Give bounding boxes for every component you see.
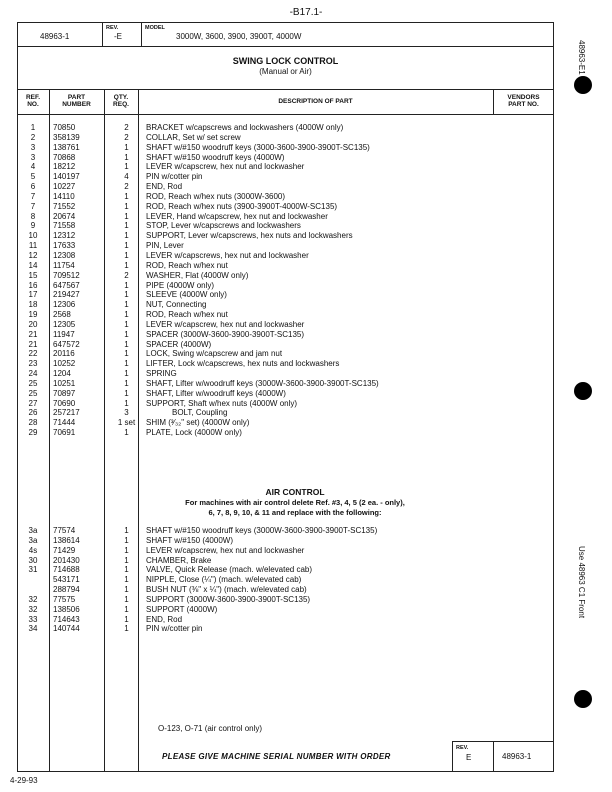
ref-cell: 24 (28, 369, 38, 379)
table-row (17, 153, 554, 163)
qty-cell: 1 (124, 280, 129, 290)
table-row (17, 310, 554, 320)
part-number-cell: 70850 (53, 123, 76, 132)
parts-list (17, 123, 554, 438)
part-number-cell: 714643 (53, 614, 80, 624)
ref-cell: 3 (30, 152, 36, 162)
ref-cell: 1 (30, 123, 36, 132)
ref-cell: 10 (28, 231, 38, 241)
qty-cell: 2 (124, 123, 129, 132)
footer-rev-value: E (466, 753, 472, 762)
air-control-note: For machines with air control delete Ref. #3, 4, 5 (2 ea. - only), 6, 7, 8, 9, 10, & 11 and replace with the following: (185, 498, 405, 517)
table-row (17, 595, 554, 605)
part-number-cell: 12305 (53, 319, 76, 329)
qty-cell: 1 (124, 535, 129, 545)
header-rev-label: REV. (106, 25, 119, 31)
part-number-cell: 70691 (53, 428, 76, 438)
part-number-cell: 140744 (53, 624, 80, 634)
qty-cell: 1 (124, 211, 129, 221)
part-number-cell: 138614 (53, 535, 80, 545)
table-row (17, 418, 554, 428)
part-number-cell: 71552 (53, 201, 76, 211)
col-header-ref: REF. NO. (25, 94, 41, 108)
ref-cell: 19 (28, 310, 38, 320)
qty-cell: 2 (124, 270, 129, 280)
page-subtitle: (Manual or Air) (259, 67, 312, 76)
table-row (17, 231, 554, 241)
ref-cell: 4s (28, 545, 38, 555)
table-row (17, 123, 554, 133)
part-number-cell: 647572 (53, 339, 80, 349)
part-number-cell: 138761 (53, 142, 80, 152)
page-title: SWING LOCK CONTROL (232, 56, 339, 66)
description-cell: SPACER (3000W-3600-3900-3900T-SC135) (146, 329, 305, 339)
binder-hole (574, 382, 592, 400)
qty-cell: 1 (124, 349, 129, 359)
qty-cell: 1 (124, 614, 129, 624)
table-row (17, 202, 554, 212)
table-row (17, 585, 554, 595)
side-usage-note: Use 48963 C1 Front (577, 546, 586, 619)
description-cell: BUSH NUT (⅜" x ¼") (mach. w/elevated cab) (146, 585, 307, 595)
header-part-number: 48963-1 (40, 32, 70, 41)
air-control-title: AIR CONTROL (265, 487, 325, 497)
table-row (17, 251, 554, 261)
part-number-cell: 219427 (53, 290, 80, 300)
description-cell: LEVER w/capscrew, hex nut and lockwasher (146, 162, 305, 172)
col-header-part: PART NUMBER (62, 94, 91, 108)
ref-cell: 5 (30, 172, 36, 182)
description-cell: PIN w/cotter pin (146, 624, 203, 634)
part-number-cell: 140197 (53, 172, 80, 182)
description-cell: PIPE (4000W only) (146, 280, 215, 290)
qty-cell: 1 (124, 201, 129, 211)
page-number: -B17.1- (289, 7, 323, 18)
table-row (17, 330, 554, 340)
part-number-cell: 201430 (53, 555, 80, 565)
description-cell: END, Rod (146, 182, 183, 192)
table-row (17, 172, 554, 182)
binder-hole (574, 690, 592, 708)
table-row (17, 281, 554, 291)
ref-cell: 21 (28, 339, 38, 349)
qty-cell: 1 (124, 339, 129, 349)
table-row (17, 182, 554, 192)
part-number-cell: 714688 (53, 565, 80, 575)
part-number-cell: 647567 (53, 280, 80, 290)
part-number-cell: 2568 (53, 310, 71, 320)
qty-cell: 1 (124, 388, 129, 398)
table-row (17, 261, 554, 271)
ref-cell: 2 (30, 132, 36, 142)
part-number-cell: 71429 (53, 545, 76, 555)
qty-cell: 1 (124, 378, 129, 388)
ref-cell: 26 (28, 408, 38, 418)
qty-cell: 1 (124, 359, 129, 369)
part-number-cell: 12308 (53, 250, 76, 260)
footer-rev-label: REV. (456, 745, 469, 751)
description-cell: SHAFT, Lifter w/woodruff keys (4000W) (146, 388, 286, 398)
qty-cell: 2 (124, 132, 129, 142)
table-row (17, 162, 554, 172)
table-row (17, 340, 554, 350)
column-header-top (17, 89, 554, 90)
table-row (17, 133, 554, 143)
qty-cell: 4 (124, 172, 129, 182)
ref-cell: 31 (28, 565, 38, 575)
col-header-description: DESCRIPTION OF PART (278, 98, 353, 105)
description-cell: LEVER w/capscrew, hex nut and lockwasher (146, 319, 305, 329)
ref-cell: 29 (28, 428, 38, 438)
table-row (17, 300, 554, 310)
qty-cell: 1 (124, 241, 129, 251)
print-date: 4-29-93 (10, 776, 38, 785)
ref-cell: 28 (28, 418, 38, 428)
ref-cell: 32 (28, 594, 38, 604)
description-cell: PIN, Lever (146, 241, 184, 251)
description-cell: SPRING (146, 369, 177, 379)
ref-cell: 17 (28, 290, 38, 300)
qty-cell: 1 (124, 604, 129, 614)
part-number-cell: 70690 (53, 398, 76, 408)
description-cell: LEVER, Hand w/capscrew, hex nut and lockwasher (146, 211, 328, 221)
table-row (17, 399, 554, 409)
description-cell: BRACKET w/capscrews and lockwashers (4000W only) (146, 123, 344, 132)
description-cell: SLEEVE (4000W only) (146, 290, 227, 300)
table-row (17, 349, 554, 359)
part-number-cell: 71444 (53, 418, 76, 428)
header-vline-2 (141, 22, 142, 46)
part-number-cell: 10251 (53, 378, 76, 388)
qty-cell: 1 (124, 221, 129, 231)
description-cell: SHAFT w/#150 woodruff keys (3000W-3600-3900-3900T-SC135) (146, 526, 378, 535)
ref-cell: 30 (28, 555, 38, 565)
qty-cell: 1 (124, 594, 129, 604)
ref-cell: 16 (28, 280, 38, 290)
description-cell: LOCK, Swing w/capscrew and jam nut (146, 349, 283, 359)
description-cell: SHAFT w/#150 woodruff keys (3000-3600-3900-3900T-SC135) (146, 142, 370, 152)
ref-cell: 3 (30, 142, 36, 152)
ref-cell: 33 (28, 614, 38, 624)
table-row (17, 379, 554, 389)
qty-cell: 1 (124, 526, 129, 535)
binder-hole (574, 76, 592, 94)
ref-cell: 25 (28, 388, 38, 398)
ref-cell: 6 (30, 182, 36, 192)
ref-cell: 3a (28, 535, 38, 545)
footer-note: O-123, O-71 (air control only) (158, 724, 263, 733)
ref-cell: 21 (28, 329, 38, 339)
header-model-label: MODEL (145, 25, 165, 31)
description-cell: SUPPORT, Shaft w/hex nuts (4000W only) (146, 398, 298, 408)
ref-cell: 12 (28, 250, 38, 260)
order-box-top (452, 741, 554, 742)
part-number-cell: 17633 (53, 241, 76, 251)
qty-cell: 1 (124, 624, 129, 634)
description-cell: NIPPLE, Close (¼") (mach. w/elevated cab) (146, 575, 302, 585)
air-control-parts-list (17, 526, 554, 634)
part-number-cell: 20674 (53, 211, 76, 221)
part-number-cell: 1204 (53, 369, 71, 379)
table-row (17, 389, 554, 399)
ref-cell: 7 (30, 191, 36, 201)
description-cell: ROD, Reach w/hex nuts (3900-3900T-4000W-SC135) (146, 201, 338, 211)
ref-cell: 3a (28, 526, 38, 535)
description-cell: ROD, Reach w/hex nuts (3000W-3600) (146, 191, 286, 201)
qty-cell: 1 (124, 310, 129, 320)
part-number-cell: 12306 (53, 300, 76, 310)
part-number-cell: 257217 (53, 408, 80, 418)
qty-cell: 1 (124, 191, 129, 201)
qty-cell: 1 (124, 260, 129, 270)
part-number-cell: 288794 (53, 585, 80, 595)
header-models: 3000W, 3600, 3900, 3900T, 4000W (176, 32, 302, 41)
qty-cell: 1 (124, 152, 129, 162)
col-header-qty: QTY. REQ. (113, 94, 129, 108)
ref-cell: 15 (28, 270, 38, 280)
table-row (17, 546, 554, 556)
qty-cell: 2 (124, 182, 129, 192)
table-row (17, 212, 554, 222)
qty-cell: 1 (124, 162, 129, 172)
description-cell: COLLAR, Set w/ set screw (146, 132, 241, 142)
description-cell: ROD, Reach w/hex nut (146, 310, 228, 320)
part-number-cell: 10252 (53, 359, 76, 369)
description-cell: LIFTER, Lock w/capscrews, hex nuts and lockwashers (146, 359, 340, 369)
qty-cell: 3 (124, 408, 129, 418)
ref-cell: 25 (28, 378, 38, 388)
table-row (17, 605, 554, 615)
header-rev-value: -E (114, 32, 122, 41)
ref-cell: 18 (28, 300, 38, 310)
part-number-cell: 71558 (53, 221, 76, 231)
table-row (17, 290, 554, 300)
ref-cell: 14 (28, 260, 38, 270)
description-cell: WASHER, Flat (4000W only) (146, 270, 249, 280)
description-cell: NUT, Connecting (146, 300, 207, 310)
qty-cell: 1 (124, 428, 129, 438)
ref-cell: 4 (30, 162, 36, 172)
description-cell: BOLT, Coupling (172, 408, 228, 418)
table-row (17, 615, 554, 625)
ref-cell: 23 (28, 359, 38, 369)
qty-cell: 1 (124, 142, 129, 152)
part-number-cell: 18212 (53, 162, 76, 172)
table-row (17, 221, 554, 231)
qty-cell: 1 (124, 555, 129, 565)
description-cell: SHAFT w/#150 woodruff keys (4000W) (146, 152, 285, 162)
order-box-left (452, 741, 453, 772)
part-number-cell: 77575 (53, 594, 76, 604)
qty-cell: 1 (124, 545, 129, 555)
table-row (17, 536, 554, 546)
table-row (17, 565, 554, 575)
qty-cell: 1 (124, 231, 129, 241)
order-box-mid (493, 741, 494, 772)
side-document-id: 48963-E1 (577, 40, 586, 75)
ref-cell: 22 (28, 349, 38, 359)
table-row (17, 408, 554, 418)
part-number-cell: 12312 (53, 231, 76, 241)
ref-cell: 34 (28, 624, 38, 634)
description-cell: LEVER w/capscrews, hex nut and lockwasher (146, 250, 309, 260)
part-number-cell: 358139 (53, 132, 80, 142)
qty-cell: 1 (124, 585, 129, 595)
part-number-cell: 10227 (53, 182, 76, 192)
part-number-cell: 11947 (53, 329, 75, 339)
ref-cell: 8 (30, 211, 36, 221)
table-row (17, 624, 554, 634)
description-cell: SUPPORT (4000W) (146, 604, 218, 614)
description-cell: LEVER w/capscrew, hex nut and lockwasher (146, 545, 305, 555)
part-number-cell: 709512 (53, 270, 80, 280)
qty-cell: 1 (124, 329, 129, 339)
table-row (17, 575, 554, 585)
qty-cell: 1 (124, 565, 129, 575)
qty-cell: 1 (124, 369, 129, 379)
qty-cell: 1 set (117, 418, 136, 428)
table-row (17, 143, 554, 153)
qty-cell: 1 (124, 575, 129, 585)
part-number-cell: 138506 (53, 604, 80, 614)
description-cell: SUPPORT (3000W-3600-3900-3900T-SC135) (146, 594, 311, 604)
table-row (17, 556, 554, 566)
description-cell: SHIM (³⁄₃₂" set) (4000W only) (146, 418, 250, 428)
header-divider (17, 46, 554, 47)
table-row (17, 192, 554, 202)
description-cell: END, Rod (146, 614, 183, 624)
ref-cell: 7 (30, 201, 36, 211)
description-cell: SHAFT, Lifter w/woodruff keys (3000W-3600-3900-3900T-SC135) (146, 378, 379, 388)
qty-cell: 1 (124, 290, 129, 300)
table-row (17, 428, 554, 438)
ref-cell: 32 (28, 604, 38, 614)
qty-cell: 1 (124, 398, 129, 408)
part-number-cell: 11754 (53, 260, 75, 270)
part-number-cell: 543171 (53, 575, 80, 585)
description-cell: STOP, Lever w/capscrews and lockwashers (146, 221, 301, 231)
ref-cell: 11 (28, 241, 38, 251)
table-row (17, 241, 554, 251)
part-number-cell: 70897 (53, 388, 76, 398)
qty-cell: 1 (124, 300, 129, 310)
ref-cell: 20 (28, 319, 38, 329)
description-cell: ROD, Reach w/hex nut (146, 260, 228, 270)
table-row (17, 369, 554, 379)
description-cell: VALVE, Quick Release (mach. w/elevated cab) (146, 565, 312, 575)
table-row (17, 359, 554, 369)
ref-cell: 9 (30, 221, 36, 231)
column-header-bottom (17, 114, 554, 115)
description-cell: SHAFT w/#150 (4000W) (146, 535, 233, 545)
table-row (17, 271, 554, 281)
description-cell: SPACER (4000W) (146, 339, 212, 349)
part-number-cell: 20116 (53, 349, 75, 359)
description-cell: PIN w/cotter pin (146, 172, 203, 182)
footer-part-number: 48963-1 (502, 752, 532, 761)
qty-cell: 1 (124, 319, 129, 329)
order-instruction: PLEASE GIVE MACHINE SERIAL NUMBER WITH ORDER (162, 752, 391, 761)
part-number-cell: 14110 (53, 191, 75, 201)
description-cell: CHAMBER, Brake (146, 555, 212, 565)
part-number-cell: 77574 (53, 526, 76, 535)
description-cell: SUPPORT, Lever w/capscrews, hex nuts and lockwashers (146, 231, 353, 241)
header-vline-1 (102, 22, 103, 46)
part-number-cell: 70868 (53, 152, 76, 162)
col-header-vendors: VENDORS PART NO. (507, 94, 540, 108)
table-row (17, 320, 554, 330)
qty-cell: 1 (124, 250, 129, 260)
table-row (17, 526, 554, 536)
description-cell: PLATE, Lock (4000W only) (146, 428, 242, 438)
ref-cell: 27 (28, 398, 38, 408)
